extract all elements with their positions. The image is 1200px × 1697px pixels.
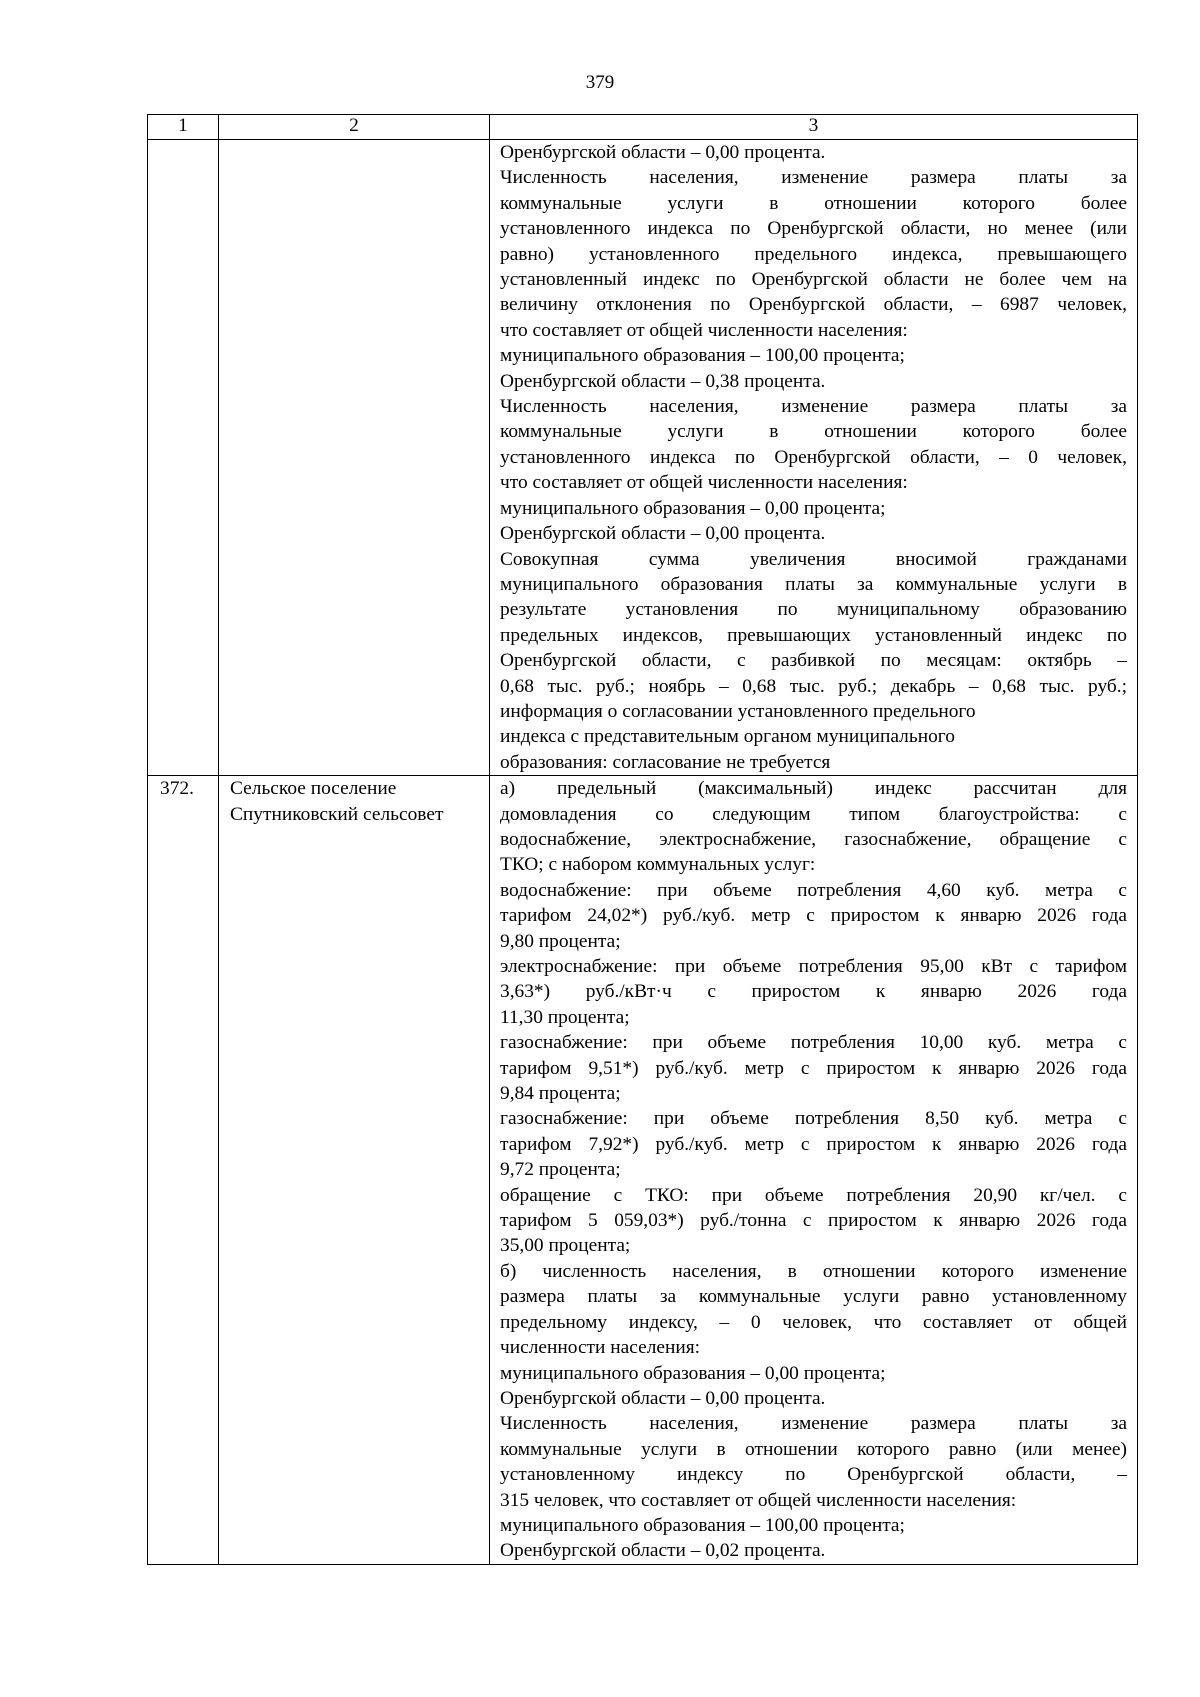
text-line: муниципального образования – 100,00 процента; <box>500 345 905 367</box>
text-line: 9,80 процента; <box>500 930 621 952</box>
text-line: численности населения: <box>500 1337 701 1359</box>
text-line: коммунальные услуги в отношении которого равно (или менее) <box>500 1438 1127 1460</box>
page-number: 379 <box>585 72 615 93</box>
municipality-name-line-1: Сельское поселение <box>230 778 397 800</box>
text-line: образования: согласование не требуется <box>500 751 831 773</box>
municipal-index-table <box>147 114 1138 1565</box>
text-line: Оренбургской области – 0,00 процента. <box>500 142 826 163</box>
text-line: установленному индексу по Оренбургской области, – <box>500 1464 1127 1486</box>
text-line: установленного индекса по Оренбургской области, но менее (или <box>500 218 1127 240</box>
text-line: водоснабжение: при объеме потребления 4,60 куб. метра с <box>500 879 1127 901</box>
text-line: 35,00 процента; <box>500 1235 631 1257</box>
row-number-cell: 372. <box>148 776 219 1565</box>
text-line: индекса с представительным органом муниципального <box>500 726 955 748</box>
header-col-2: 2 <box>219 115 490 140</box>
municipality-name-line-2: Спутниковский сельсовет <box>230 803 444 825</box>
text-line: Оренбургской области – 0,02 процента. <box>500 1540 826 1562</box>
text-line: Оренбургской области – 0,38 процента. <box>500 370 826 392</box>
text-line: газоснабжение: при объеме потребления 10,00 куб. метра с <box>500 1032 1127 1054</box>
content-lines <box>500 140 1127 775</box>
text-line: 0,68 тыс. руб.; ноябрь – 0,68 тыс. руб.; декабрь – 0,68 тыс. руб.; <box>500 675 1127 697</box>
text-line: предельных индексов, превышающих установленный индекс по <box>500 624 1127 646</box>
text-line: равно) установленного предельного индекса, превышающего <box>500 243 1127 265</box>
text-line: 11,30 процента; <box>500 1006 630 1028</box>
row-name-cell <box>219 776 490 1565</box>
text-line: результате установления по муниципальному образованию <box>500 599 1127 621</box>
text-line: 315 человек, что составляет от общей численности населения: <box>500 1489 1017 1511</box>
text-line: ТКО; с набором коммунальных услуг: <box>500 854 816 876</box>
text-line: предельному индексу, – 0 человек, что составляет от общей <box>500 1311 1127 1333</box>
text-line: 9,84 процента; <box>500 1083 621 1105</box>
content-lines <box>500 776 1127 1564</box>
text-line: Численность населения, изменение размера платы за <box>500 396 1127 418</box>
text-line: установленный индекс по Оренбургской области не более чем на <box>500 269 1127 291</box>
text-line: обращение с ТКО: при объеме потребления 20,90 кг/чел. с <box>500 1184 1127 1206</box>
text-line: Оренбургской области – 0,00 процента. <box>500 523 826 545</box>
header-col-1: 1 <box>148 115 219 140</box>
table-row-continued <box>148 140 1138 776</box>
text-line: что составляет от общей численности населения: <box>500 472 908 494</box>
text-line: размера платы за коммунальные услуги равно установленному <box>500 1286 1127 1308</box>
text-line: домовладения со следующим типом благоустройства: с <box>500 803 1127 825</box>
text-line: водоснабжение, электроснабжение, газоснабжение, обращение с <box>500 828 1127 850</box>
text-line: а) предельный (максимальный) индекс рассчитан для <box>500 778 1127 800</box>
text-line: муниципального образования – 100,00 процента; <box>500 1514 905 1536</box>
row-name-cell-empty <box>219 140 490 776</box>
table-row-372 <box>148 776 1138 1565</box>
text-line: информация о согласовании установленного предельного <box>500 700 976 722</box>
text-line: величину отклонения по Оренбургской области, – 6987 человек, <box>500 294 1127 316</box>
text-line: газоснабжение: при объеме потребления 8,50 куб. метра с <box>500 1108 1127 1130</box>
text-line: тарифом 9,51*) руб./куб. метр с приростом к январю 2026 года <box>500 1057 1127 1079</box>
text-line: Оренбургской области, с разбивкой по месяцам: октябрь – <box>500 650 1127 672</box>
text-line: Численность населения, изменение размера платы за <box>500 1413 1127 1435</box>
text-line: установленного индекса по Оренбургской области, – 0 человек, <box>500 446 1127 468</box>
text-line: 3,63*) руб./кВт·ч с приростом к январю 2026 года <box>500 981 1127 1003</box>
text-line: электроснабжение: при объеме потребления 95,00 кВт с тарифом <box>500 956 1127 977</box>
text-line: Численность населения, изменение размера платы за <box>500 167 1127 189</box>
text-line: тарифом 7,92*) руб./куб. метр с приростом к январю 2026 года <box>500 1133 1127 1155</box>
text-line: тарифом 5 059,03*) руб./тонна с приростом к январю 2026 года <box>500 1210 1127 1232</box>
row-content-cell <box>490 140 1138 776</box>
text-line: Оренбургской области – 0,00 процента. <box>500 1387 826 1409</box>
header-col-3: 3 <box>490 115 1138 140</box>
row-number-cell-empty <box>148 140 219 776</box>
text-line: что составляет от общей численности населения: <box>500 319 908 341</box>
text-line: Совокупная сумма увеличения вносимой гражданами <box>500 548 1127 570</box>
text-line: коммунальные услуги в отношении которого более <box>500 421 1127 443</box>
text-line: муниципального образования платы за коммунальные услуги в <box>500 573 1127 595</box>
row-content-cell <box>490 776 1138 1565</box>
text-line: коммунальные услуги в отношении которого более <box>500 192 1127 214</box>
text-line: тарифом 24,02*) руб./куб. метр с приростом к январю 2026 года <box>500 905 1127 927</box>
text-line: муниципального образования – 0,00 процента; <box>500 497 886 519</box>
text-line: муниципального образования – 0,00 процента; <box>500 1362 886 1384</box>
text-line: 9,72 процента; <box>500 1159 621 1181</box>
table-header-row <box>148 115 1138 140</box>
text-line: б) численность населения, в отношении которого изменение <box>500 1260 1127 1282</box>
